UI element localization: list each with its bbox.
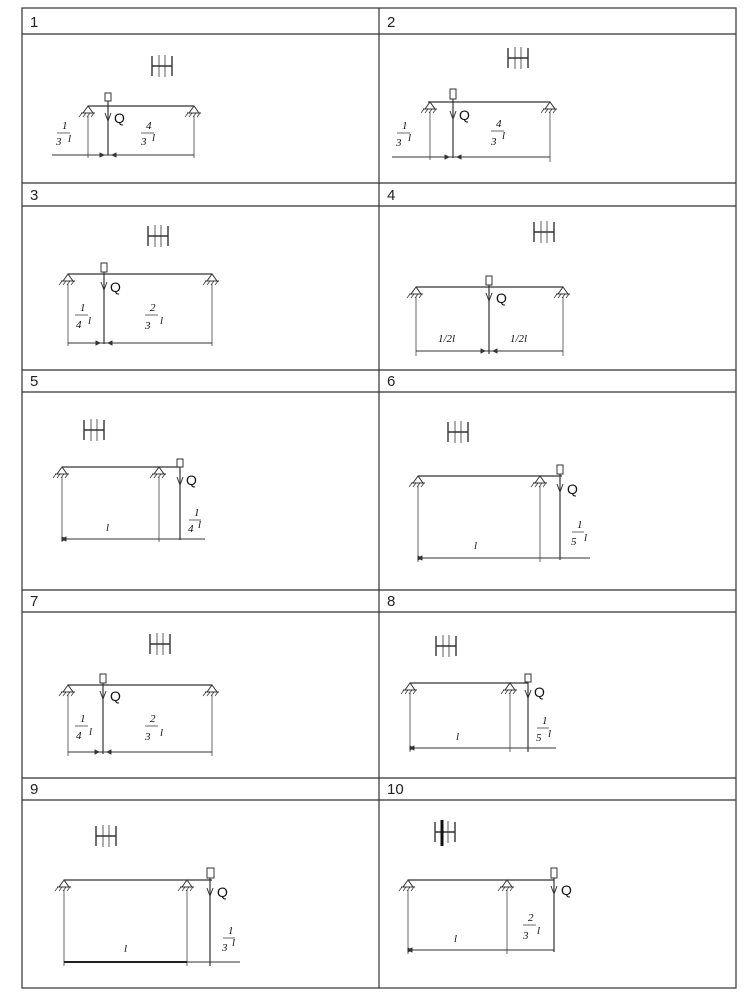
dim-denominator: 3 [523, 930, 529, 942]
dim-denominator: 3 [222, 942, 228, 954]
pin-support-icon [554, 287, 570, 298]
beam-diagram-9 [55, 825, 240, 966]
dim-label: l [456, 731, 460, 743]
cell-number-2: 2 [387, 14, 396, 31]
dim-numerator: 2 [150, 713, 156, 725]
dim-variable: l [537, 925, 541, 937]
beam-diagram-3 [59, 225, 219, 346]
cell-number-6: 6 [387, 373, 396, 390]
i-beam-section-icon [84, 419, 104, 441]
pin-support-icon [79, 106, 95, 117]
beam-diagram-7 [59, 633, 219, 756]
dim-numerator: 4 [496, 118, 502, 130]
dim-label: l [454, 933, 458, 945]
pin-support-icon [421, 102, 437, 113]
dim-variable: l [152, 132, 156, 144]
load-label: Q [459, 107, 470, 123]
dim-numerator: 2 [150, 302, 156, 314]
cell-number-4: 4 [387, 187, 396, 204]
pin-support-icon [399, 880, 415, 891]
i-beam-section-icon [448, 421, 468, 443]
beam-diagram-2 [392, 47, 557, 162]
dim-label: l [474, 540, 478, 552]
load-label: Q [534, 684, 545, 700]
dim-numerator: 1 [577, 519, 583, 531]
pin-support-icon [53, 467, 69, 478]
cell-number-7: 7 [30, 593, 39, 610]
load-label: Q [110, 688, 121, 704]
dim-variable: l [408, 132, 412, 144]
i-beam-section-icon [534, 221, 554, 243]
cell-number-8: 8 [387, 593, 396, 610]
load-label: Q [561, 882, 572, 898]
dim-label: 1/2l [510, 333, 528, 345]
cell-number-1: 1 [30, 14, 39, 31]
i-beam-section-icon [435, 821, 455, 843]
dim-denominator: 3 [396, 137, 402, 149]
pin-support-icon [203, 685, 219, 696]
dim-label: l [106, 522, 110, 534]
load-label: Q [186, 472, 197, 488]
load-label: Q [567, 481, 578, 497]
pin-support-icon [59, 685, 75, 696]
pin-support-icon [185, 106, 201, 117]
pin-support-icon [541, 102, 557, 113]
dim-numerator: 2 [528, 912, 534, 924]
i-beam-section-icon [152, 55, 172, 77]
dim-variable: l [584, 532, 588, 544]
load-label: Q [114, 110, 125, 126]
pin-support-icon [407, 287, 423, 298]
dim-denominator: 5 [536, 732, 542, 744]
pin-support-icon [178, 880, 194, 891]
beam-diagram-6 [409, 421, 590, 562]
dim-denominator: 4 [76, 319, 82, 331]
dim-denominator: 3 [56, 136, 62, 148]
dim-variable: l [232, 937, 236, 949]
dim-numerator: 4 [146, 120, 152, 132]
beam-diagram-10 [399, 820, 572, 954]
load-label: Q [496, 290, 507, 306]
dim-denominator: 4 [76, 730, 82, 742]
pin-support-icon [501, 683, 517, 694]
beam-diagram-5 [53, 419, 205, 542]
pin-support-icon [150, 467, 166, 478]
dim-variable: l [198, 519, 202, 531]
beam-diagram-4 [407, 221, 570, 356]
pin-support-icon [401, 683, 417, 694]
dim-numerator: 1 [62, 120, 68, 132]
dim-variable: l [160, 727, 164, 739]
i-beam-section-icon [436, 635, 456, 657]
dim-numerator: 1 [194, 507, 200, 519]
i-beam-section-icon [96, 825, 116, 847]
dim-denominator: 3 [491, 136, 497, 148]
dim-numerator: 1 [80, 713, 86, 725]
pin-support-icon [59, 274, 75, 285]
dim-denominator: 3 [141, 136, 147, 148]
dim-variable: l [160, 315, 164, 327]
beam-diagram-8 [401, 635, 556, 752]
dim-variable: l [88, 315, 92, 327]
dim-numerator: 1 [542, 715, 548, 727]
load-label: Q [217, 884, 228, 900]
pin-support-icon [203, 274, 219, 285]
dim-numerator: 1 [402, 120, 408, 132]
i-beam-section-icon [508, 47, 528, 69]
pin-support-icon [409, 476, 425, 487]
cell-number-3: 3 [30, 187, 39, 204]
dim-denominator: 3 [145, 320, 151, 332]
dim-variable: l [502, 130, 506, 142]
dim-label: 1/2l [438, 333, 456, 345]
cell-number-9: 9 [30, 781, 39, 798]
cell-number-5: 5 [30, 373, 39, 390]
i-beam-section-icon [150, 633, 170, 655]
dim-denominator: 5 [571, 536, 577, 548]
dim-denominator: 4 [188, 523, 194, 535]
dim-variable: l [68, 133, 72, 145]
load-label: Q [110, 279, 121, 295]
dim-variable: l [89, 726, 93, 738]
dim-numerator: 1 [228, 925, 234, 937]
pin-support-icon [498, 880, 514, 891]
cell-number-10: 10 [387, 781, 404, 798]
dim-numerator: 1 [80, 302, 86, 314]
dim-denominator: 3 [145, 731, 151, 743]
pin-support-icon [531, 476, 547, 487]
i-beam-section-icon [148, 225, 168, 247]
pin-support-icon [55, 880, 71, 891]
beam-diagram-1 [52, 55, 201, 158]
dim-variable: l [548, 728, 552, 740]
dim-label: l [124, 943, 128, 955]
